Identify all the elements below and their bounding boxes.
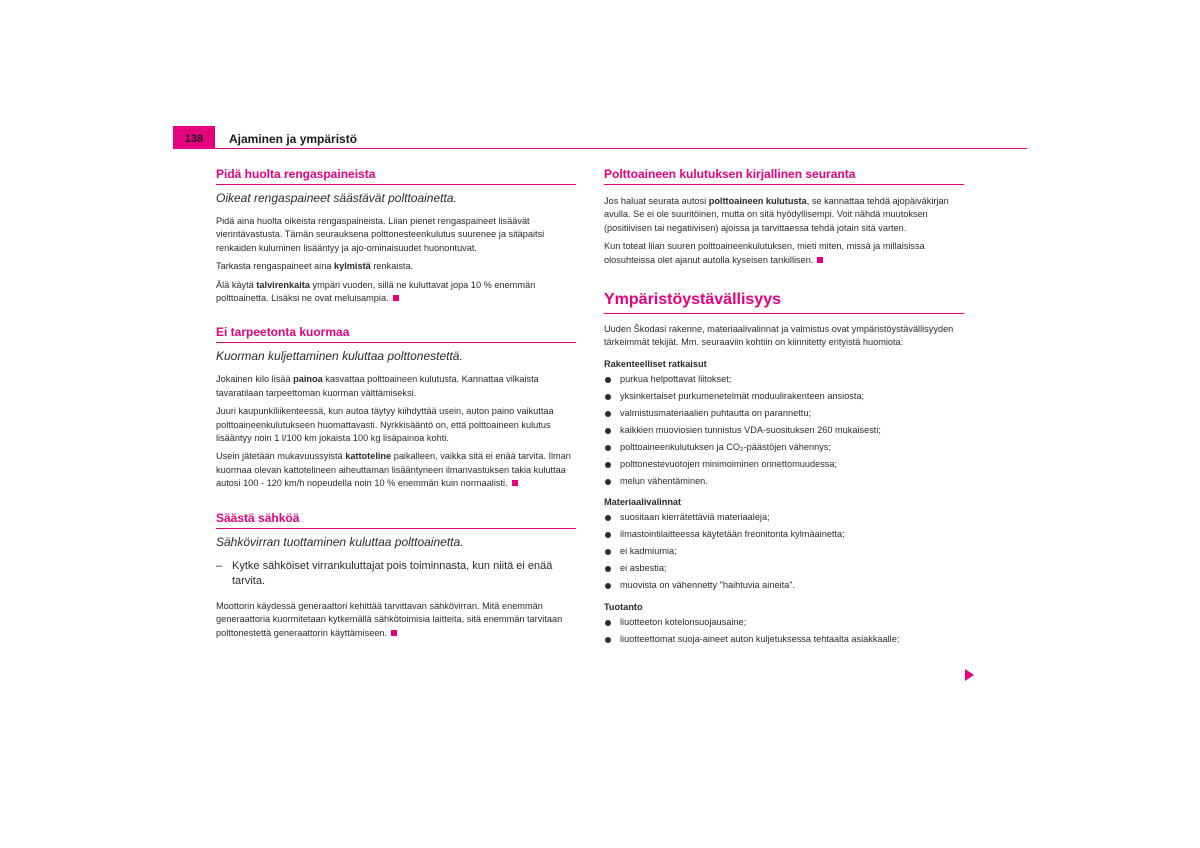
list-item-text: liuotteeton kotelonsuojausaine; [620, 616, 747, 627]
list-item-text: liuotteettomat suoja-aineet auton kuljetuksessa tehtaalta asiakkaalle; [620, 633, 900, 644]
list-item-text: kaikkien muoviosien tunnistus VDA-suosituksen 260 mukaisesti; [620, 424, 881, 435]
group-title: Rakenteelliset ratkaisut [604, 358, 707, 369]
page-header [173, 126, 1027, 149]
instruction-text: Kytke sähköiset virrankuluttajat pois toiminnasta, kun niitä ei enää tarvita. [232, 559, 553, 587]
list-item [604, 407, 964, 420]
section-save-electricity [216, 510, 576, 640]
bullet-list [604, 511, 964, 592]
list-item-text: melun vähentäminen. [620, 475, 708, 486]
left-column [216, 166, 576, 645]
section-no-extra-load [216, 324, 576, 490]
bullet-icon [605, 583, 611, 589]
bullet-icon [605, 549, 611, 555]
bullet-list [604, 616, 964, 646]
end-square-icon [393, 295, 399, 301]
right-column [604, 166, 964, 650]
end-square-icon [512, 480, 518, 486]
list-item [604, 373, 964, 386]
section-lead: Oikeat rengaspaineet säästävät polttoainetta. [216, 191, 457, 205]
bullet-icon [605, 428, 611, 434]
dash-marker: – [216, 559, 223, 572]
paragraph: Tarkasta rengaspaineet aina kylmistä renkaista. [216, 261, 414, 272]
list-item [604, 458, 964, 471]
list-item [604, 511, 964, 524]
end-square-icon [817, 257, 823, 263]
bullet-icon [605, 411, 611, 417]
list-item-text: ei asbestia; [620, 563, 667, 574]
list-item [604, 579, 964, 592]
bullet-icon [605, 620, 611, 626]
page-number: 138 [173, 126, 215, 149]
section-title: Ympäristöystävällisyys [604, 290, 964, 314]
bullet-list [604, 373, 964, 488]
paragraph: Pidä aina huolta oikeista rengaspaineista. Liian pienet rengaspaineet lisäävät vierintävastusta. Tämän seurauksena polttonesteenkulutus suurenee ja sitäpaitsi renkaiden kuluminen lisääntyy ja ajo-ominaisuudet huonontuvat. [216, 216, 545, 253]
paragraph: Juuri kaupunkiliikenteessä, kun autoa täytyy kiihdyttää usein, auton paino vaikuttaa polttoaineenkulutukseen huomattavasti. Nyrkkisääntö on, että polttoaineen kulutus lisääntyy noin 1 l/100 km jokaista 100 kg lisäpainoa kohti. [216, 406, 554, 444]
list-item [604, 441, 964, 454]
bullet-icon [605, 377, 611, 383]
bullet-icon [605, 394, 611, 400]
end-square-icon [391, 630, 397, 636]
section-title: Polttoaineen kulutuksen kirjallinen seuranta [604, 166, 964, 185]
section-lead: Kuorman kuljettaminen kuluttaa polttonestettä. [216, 349, 463, 364]
section-tire-pressure [216, 166, 576, 305]
list-item [604, 424, 964, 437]
list-item-text: ei kadmiumia; [620, 546, 677, 557]
section-title: Säästä sähköä [216, 510, 576, 529]
bullet-icon [605, 479, 611, 485]
section-title: Ei tarpeetonta kuormaa [216, 324, 576, 343]
list-item-text: valmistusmateriaalien puhtautta on parannettu; [620, 407, 812, 418]
environment-groups [604, 358, 964, 646]
paragraph: Jokainen kilo lisää painoa kasvattaa polttoaineen kulutusta. Kannattaa vilkaista tavaratilaan tarpeettoman kuorman välttämiseksi. [216, 374, 539, 398]
paragraph: Moottorin käydessä generaattori kehittää tarvittavan sähkövirran. Mitä enemmän generaattoria kuormitetaan kytkemällä sähkötoimisia laitteita, sitä enemmän tarvitaan polttonestettä generaattorin käyttämiseen. [216, 600, 563, 638]
group-title: Tuotanto [604, 601, 643, 612]
list-item-text: suositaan kierrätettäviä materiaaleja; [620, 512, 770, 523]
list-item-text: yksinkertaiset purkumenetelmät moduulirakenteen ansiosta; [620, 390, 865, 401]
list-item [604, 390, 964, 403]
bullet-icon [605, 515, 611, 521]
list-item [604, 475, 964, 488]
list-item-text: purkua helpottavat liitokset; [620, 373, 732, 384]
list-item-text: ilmastointilaitteessa käytetään freonitonta kylmäainetta; [620, 529, 845, 540]
header-rule [173, 148, 1027, 149]
list-item-text: polttonestevuotojen minimoiminen onnettomuudessa; [620, 458, 838, 469]
list-item [604, 528, 964, 541]
continue-arrow-icon [965, 669, 974, 681]
instruction-item [216, 559, 576, 589]
paragraph: Usein jätetään mukavuussyistä kattoteline paikalleen, vaikka sitä ei enää tarvita. Ilman kuormaa olevan kattotelineen aiheuttaman lisääntyneen ilmanvastuksen takia kuluttaa autosi 100 - 120 km/h nopeudella noin 10 % enemmän kuin normaalisti. [216, 451, 571, 489]
list-item [604, 562, 964, 575]
section-environment [604, 290, 964, 646]
list-item [604, 616, 964, 629]
bullet-icon [605, 566, 611, 572]
paragraph: Kun toteat liian suuren polttoaineenkulutuksen, mieti miten, missä ja millaisissa olosuhteissa olet ajanut autolla kyseisen tankillisen. [604, 241, 925, 265]
list-item-text: muovista on vähennetty "haihtuvia aineita". [620, 580, 796, 591]
list-item [604, 633, 964, 646]
chapter-title: Ajaminen ja ympäristö [229, 132, 358, 146]
paragraph: Uuden Škodasi rakenne, materiaalivalinnat ja valmistus ovat ympäristöystävällisyyden tärkeimmät tekijät. Mm. seuraaviin kohtiin on kiinnitetty erityistä huomiota: [604, 324, 954, 348]
list-item [604, 545, 964, 558]
bullet-icon [605, 637, 611, 643]
bullet-icon [605, 532, 611, 538]
list-item-text: polttoaineenkulutuksen ja CO₂-päästöjen vähennys; [620, 441, 831, 452]
section-title: Pidä huolta rengaspaineista [216, 166, 576, 185]
bullet-icon [605, 445, 611, 451]
section-fuel-log [604, 166, 964, 267]
bullet-icon [605, 462, 611, 468]
paragraph: Älä käytä talvirenkaita ympäri vuoden, sillä ne kuluttavat jopa 10 % enemmän polttoainetta. Lisäksi ne ovat meluisampia. [216, 279, 536, 304]
paragraph: Jos haluat seurata autosi polttoaineen kulutusta, se kannattaa tehdä ajopäiväkirjan avulla. Se ei ole suuritöinen, mutta on sitä hyödyllisempi. Voit nähdä muutoksen (positiivisen tai negatiivisen) ajoissa ja tarvittaessa tehdä jotain sitä varten. [604, 196, 949, 233]
group-title: Materiaalivalinnat [604, 497, 682, 508]
section-lead: Sähkövirran tuottaminen kuluttaa polttoainetta. [216, 534, 464, 549]
